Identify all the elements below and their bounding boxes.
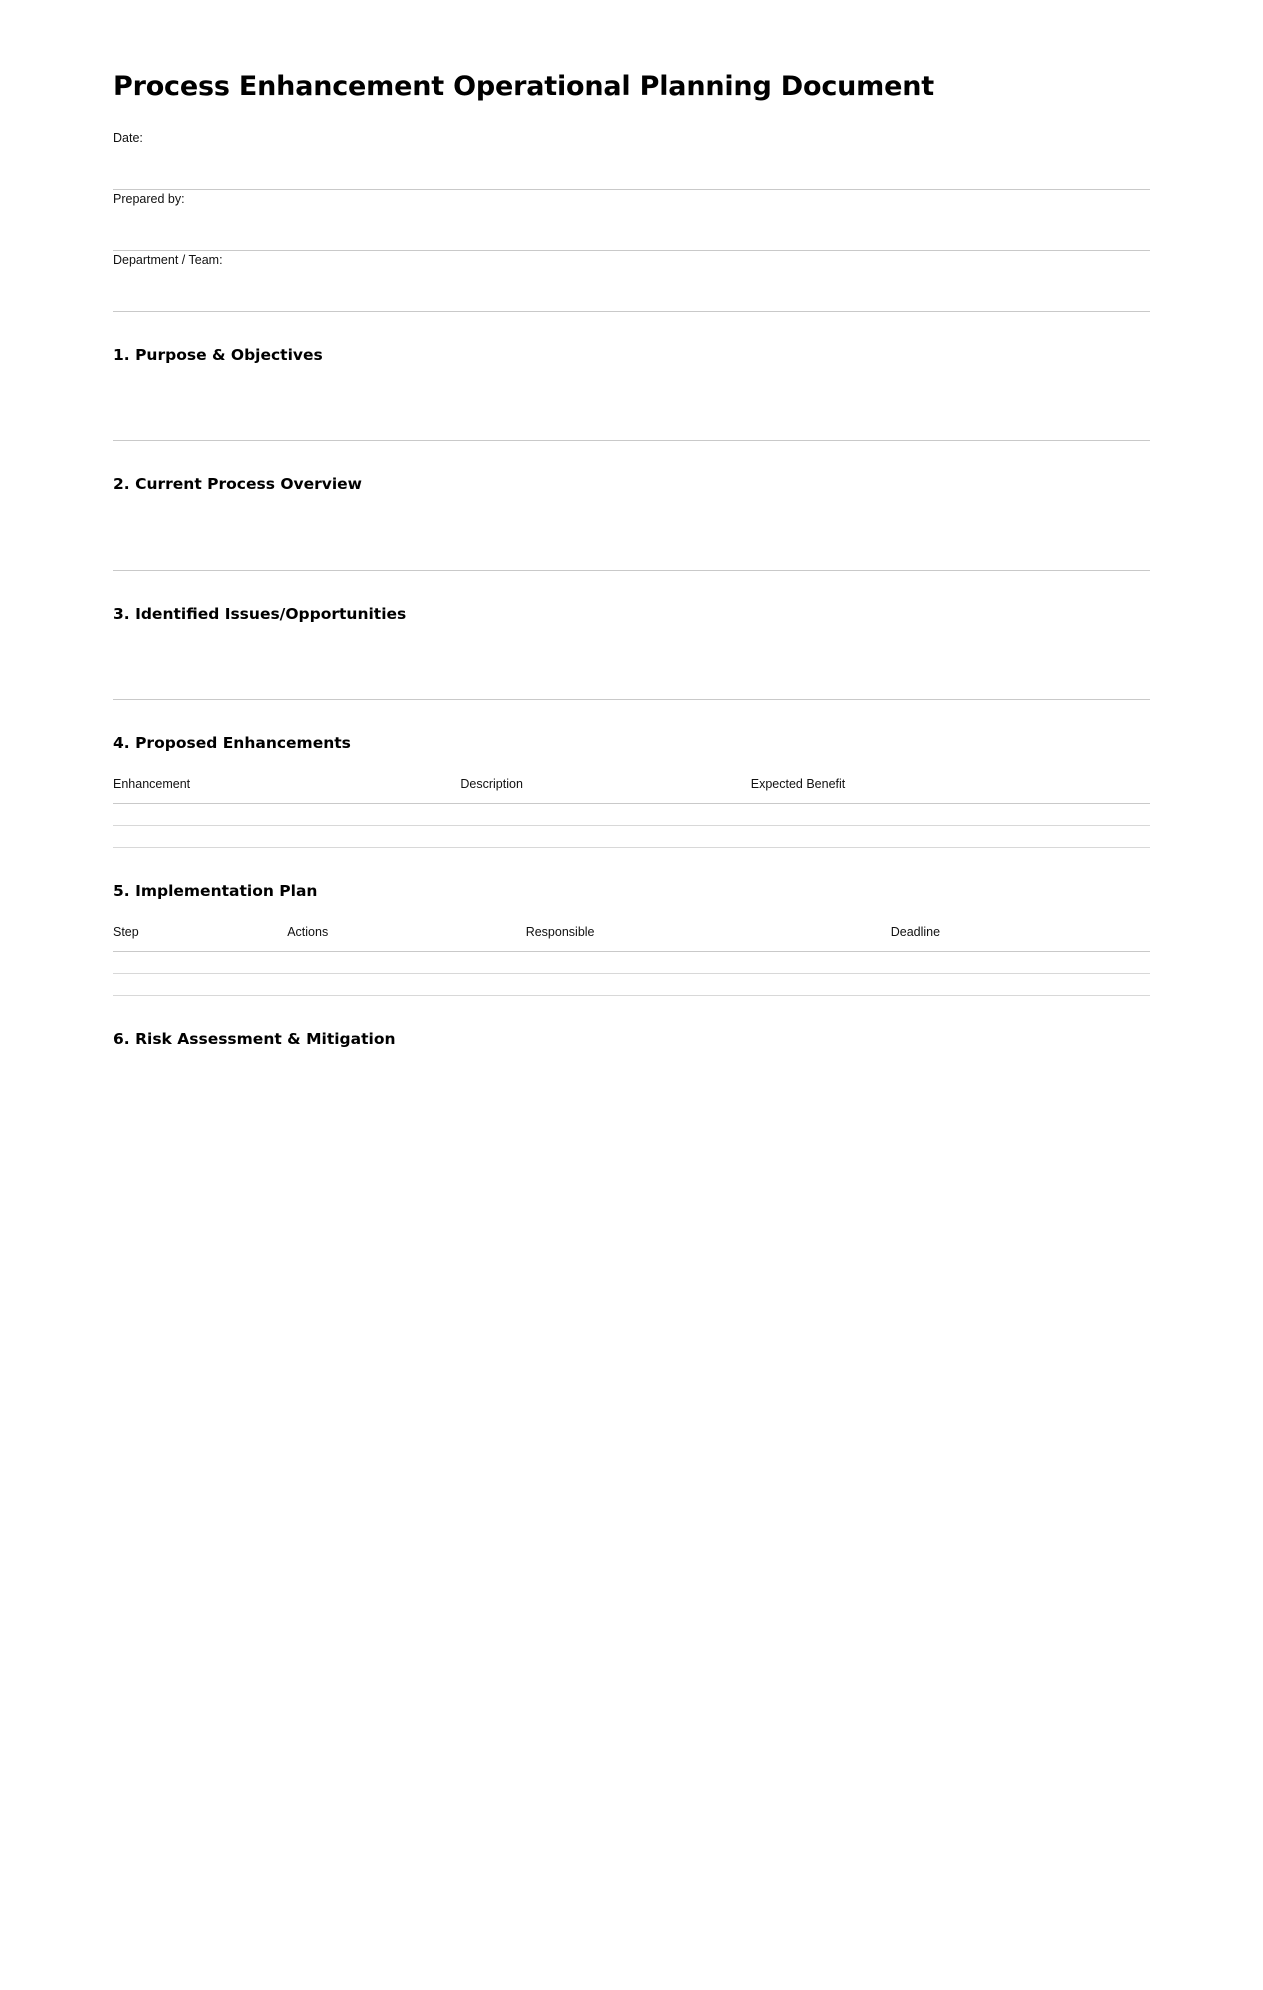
section-proposed-enhancements	[113, 700, 1150, 848]
table-header-row	[113, 777, 1150, 804]
cell-deadline[interactable]	[891, 973, 1150, 995]
cell-responsible[interactable]	[526, 951, 891, 973]
table-row[interactable]	[113, 804, 1150, 826]
document-content	[113, 0, 1150, 1168]
meta-value-department-team[interactable]	[113, 266, 1150, 280]
cell-deadline[interactable]	[891, 951, 1150, 973]
cell-step[interactable]	[113, 973, 287, 995]
cell-description[interactable]	[460, 826, 750, 848]
column-header-deadline: Deadline	[891, 925, 1150, 952]
meta-field-prepared-by[interactable]	[113, 190, 1150, 251]
column-header-step: Step	[113, 925, 287, 952]
column-header-enhancement: Enhancement	[113, 777, 460, 804]
enhancements-table	[113, 777, 1150, 848]
section-heading-proposed-enhancements: 4. Proposed Enhancements	[113, 734, 351, 753]
table-row[interactable]	[113, 826, 1150, 848]
section-current-process-overview	[113, 441, 1150, 571]
cell-enhancement[interactable]	[113, 826, 460, 848]
section-heading-implementation-plan: 5. Implementation Plan	[113, 882, 318, 901]
meta-label-prepared-by: Prepared by:	[113, 191, 185, 206]
section-heading-purpose-objectives: 1. Purpose & Objectives	[113, 345, 323, 364]
column-header-description: Description	[460, 777, 750, 804]
table-row[interactable]	[113, 951, 1150, 973]
cell-actions[interactable]	[287, 951, 526, 973]
document-meta-fields	[113, 129, 1150, 312]
section-identified-issues-opportunities	[113, 571, 1150, 701]
page-title: Process Enhancement Operational Planning Document	[113, 71, 934, 102]
table-row[interactable]	[113, 973, 1150, 995]
cell-expected-benefit[interactable]	[751, 804, 1150, 826]
section-heading-identified-issues-opportunities: 3. Identified Issues/Opportunities	[113, 604, 407, 623]
meta-value-date[interactable]	[113, 144, 1150, 158]
section-body-risk-assessment-mitigation[interactable]	[113, 1048, 1150, 1112]
meta-field-department-team[interactable]	[113, 251, 1150, 312]
cell-responsible[interactable]	[526, 973, 891, 995]
section-purpose-objectives	[113, 312, 1150, 442]
meta-label-department-team: Department / Team:	[113, 252, 223, 267]
section-heading-risk-assessment-mitigation: 6. Risk Assessment & Mitigation	[113, 1029, 396, 1048]
cell-step[interactable]	[113, 951, 287, 973]
meta-label-date: Date:	[113, 130, 143, 145]
column-header-actions: Actions	[287, 925, 526, 952]
section-body-purpose-objectives[interactable]	[113, 364, 1150, 441]
implementation-plan-table	[113, 925, 1150, 996]
column-header-responsible: Responsible	[526, 925, 891, 952]
cell-actions[interactable]	[287, 973, 526, 995]
cell-enhancement[interactable]	[113, 804, 460, 826]
section-risk-assessment-mitigation	[113, 996, 1150, 1113]
section-implementation-plan	[113, 848, 1150, 996]
cell-description[interactable]	[460, 804, 750, 826]
meta-value-prepared-by[interactable]	[113, 205, 1150, 219]
column-header-expected-benefit: Expected Benefit	[751, 777, 1150, 804]
bottom-spacer	[113, 1112, 1150, 1168]
cell-expected-benefit[interactable]	[751, 826, 1150, 848]
section-heading-current-process-overview: 2. Current Process Overview	[113, 475, 363, 494]
section-body-identified-issues-opportunities[interactable]	[113, 623, 1150, 700]
meta-field-date[interactable]	[113, 129, 1150, 190]
table-header-row	[113, 925, 1150, 952]
section-body-current-process-overview[interactable]	[113, 494, 1150, 571]
